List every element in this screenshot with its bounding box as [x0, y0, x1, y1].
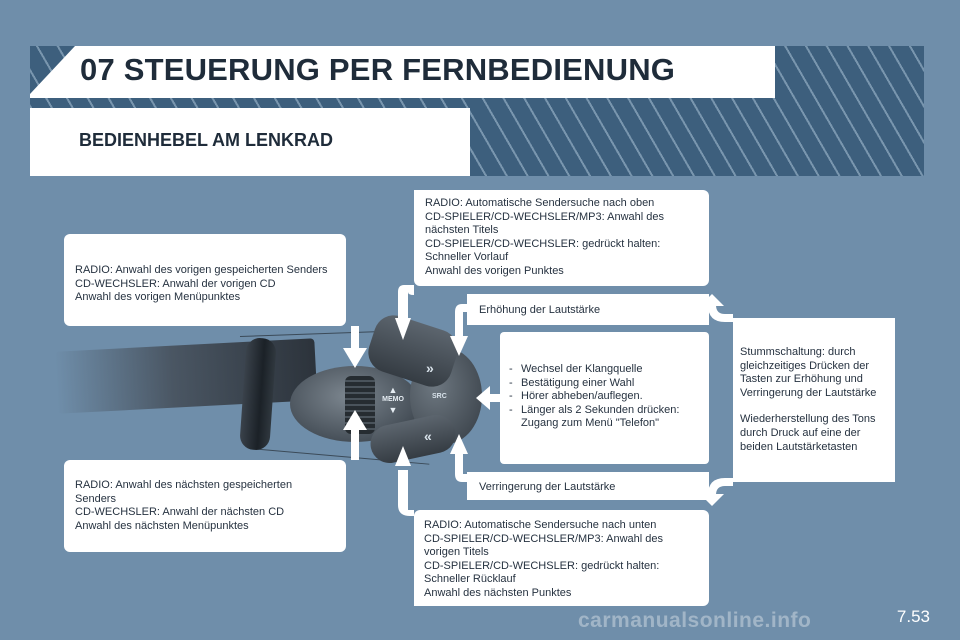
volume-down-label: Verringerung der Lautstärke [479, 481, 616, 493]
restore-text: Wiederherstellung des Tons durch Druck auf eine der beiden Lautstärketasten [740, 413, 876, 453]
arrow-down-icon [450, 304, 468, 356]
section-subtitle: BEDIENHEBEL AM LENKRAD [79, 130, 334, 150]
search-down-line-1: RADIO: Automatische Sendersuche nach unten [424, 519, 657, 531]
triangle-down-icon: ▼ [388, 405, 398, 415]
radio-next-line-4: Anwahl des nächsten Menüpunktes [75, 519, 249, 532]
radio-next-line-1: RADIO: Anwahl des nächsten gespeicherten [75, 479, 293, 491]
radio-next-line-2: Senders [75, 492, 116, 505]
src-function-item: - Hörer abheben/auflegen. [509, 390, 709, 404]
arrow-up-icon [395, 446, 414, 516]
triangle-up-icon: ▲ [388, 385, 398, 395]
page-number: 7.53 [896, 607, 930, 626]
watermark: carmanualsonline.info [578, 609, 812, 632]
radio-next-line-3: CD-WECHSLER: Anwahl der nächsten CD [75, 506, 285, 519]
page-title: 07 STEUERUNG PER FERNBEDIENUNG [80, 52, 676, 87]
search-down-line-5: Schneller Rücklauf [424, 573, 516, 586]
radio-prev-line-2: CD-WECHSLER: Anwahl der vorigen CD [75, 277, 276, 290]
arrow-up-icon [343, 410, 367, 460]
src-function-item: - Wechsel der Klangquelle [509, 363, 709, 377]
radio-prev-line-3: Anwahl des vorigen Menüpunktes [75, 291, 241, 304]
search-down-line-3: vorigen Titels [424, 546, 489, 559]
search-up-line-1: RADIO: Automatische Sendersuche nach oben [425, 197, 655, 209]
search-up-line-4: CD-SPIELER/CD-WECHSLER: gedrückt halten: [425, 237, 661, 250]
fast-forward-icon: » [426, 360, 434, 376]
search-down-line-6: Anwahl des nächsten Punktes [424, 586, 572, 599]
bracket-arrows [700, 294, 733, 506]
search-up-line-3: nächsten Titels [425, 224, 499, 237]
radio-prev-line-1: RADIO: Anwahl des vorigen gespeicherten Senders [75, 264, 328, 276]
search-up-line-2: CD-SPIELER/CD-WECHSLER/MP3: Anwahl des [425, 210, 665, 223]
arrow-down-icon [343, 326, 367, 368]
memo-label: MEMO [382, 396, 404, 403]
search-up-line-5: Schneller Vorlauf [425, 251, 509, 264]
volume-up-label: Erhöhung der Lautstärke [479, 304, 601, 316]
rewind-icon: « [424, 428, 432, 444]
arrow-down-icon [395, 285, 414, 340]
search-up-line-6: Anwahl des vorigen Punktes [425, 264, 564, 277]
src-label[interactable]: SRC [432, 393, 447, 400]
mute-text: Stummschaltung: durch gleichzeitiges Drücken der Tasten zur Erhöhung und Verringerung der Lautstärke [740, 346, 877, 399]
search-down-line-4: CD-SPIELER/CD-WECHSLER: gedrückt halten: [424, 559, 660, 572]
arrow-left-icon [476, 386, 500, 410]
src-function-item: - Bestätigung einer Wahl [509, 377, 709, 391]
arrow-up-icon [450, 434, 468, 482]
src-function-item: - Länger als 2 Sekunden drücken: Zugang zum Menü "Telefon" [509, 404, 701, 431]
search-down-line-2: CD-SPIELER/CD-WECHSLER/MP3: Anwahl des [424, 532, 664, 545]
